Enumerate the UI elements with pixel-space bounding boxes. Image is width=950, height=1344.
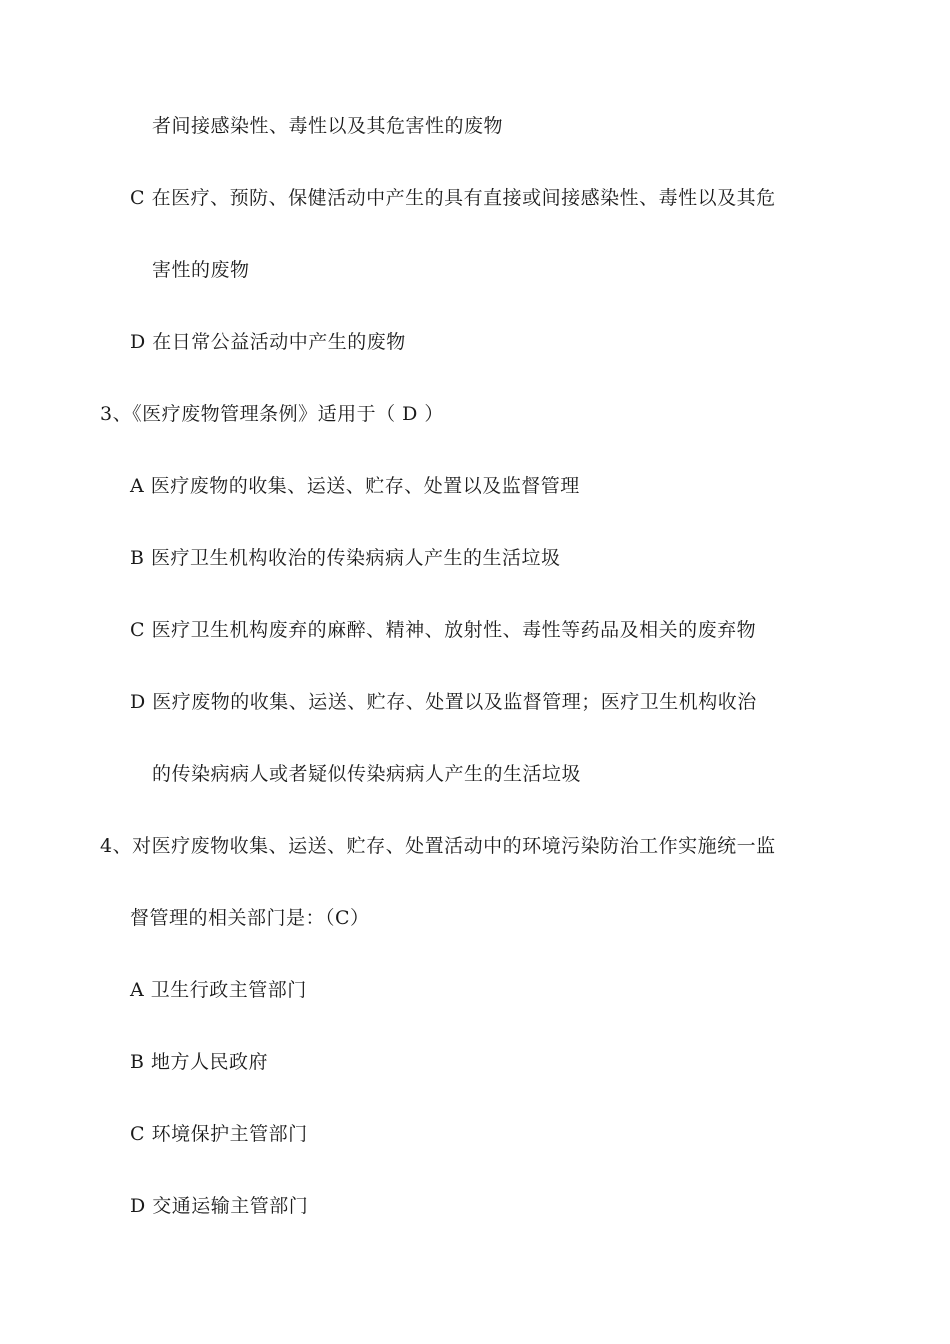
q4-option-d: D 交通运输主管部门 [130, 1195, 309, 1217]
q4-option-c: C 环境保护主管部门 [130, 1123, 308, 1145]
q2-option-c: C 在医疗、预防、保健活动中产生的具有直接或间接感染性、毒性以及其危 [130, 187, 776, 209]
q3-option-d-continuation: 的传染病病人或者疑似传染病病人产生的生活垃圾 [152, 763, 582, 785]
q4-option-b: B 地方人民政府 [130, 1051, 269, 1073]
q3-option-c: C 医疗卫生机构废弃的麻醉、精神、放射性、毒性等药品及相关的废弃物 [130, 619, 757, 641]
question-4-continuation: 督管理的相关部门是：（C） [130, 907, 370, 929]
q2-option-b-continuation: 者间接感染性、毒性以及其危害性的废物 [152, 115, 504, 137]
q2-option-d: D 在日常公益活动中产生的废物 [130, 331, 406, 353]
q3-option-a: A 医疗废物的收集、运送、贮存、处置以及监督管理 [130, 475, 580, 497]
q3-option-d: D 医疗废物的收集、运送、贮存、处置以及监督管理；医疗卫生机构收治 [130, 691, 757, 713]
question-4: 4、对医疗废物收集、运送、贮存、处置活动中的环境污染防治工作实施统一监 [100, 835, 776, 857]
q3-option-b: B 医疗卫生机构收治的传染病病人产生的生活垃圾 [130, 547, 561, 569]
q2-option-c-continuation: 害性的废物 [152, 259, 250, 281]
q4-option-a: A 卫生行政主管部门 [130, 979, 307, 1001]
question-3: 3、《医疗废物管理条例》适用于（ D ） [100, 403, 444, 425]
